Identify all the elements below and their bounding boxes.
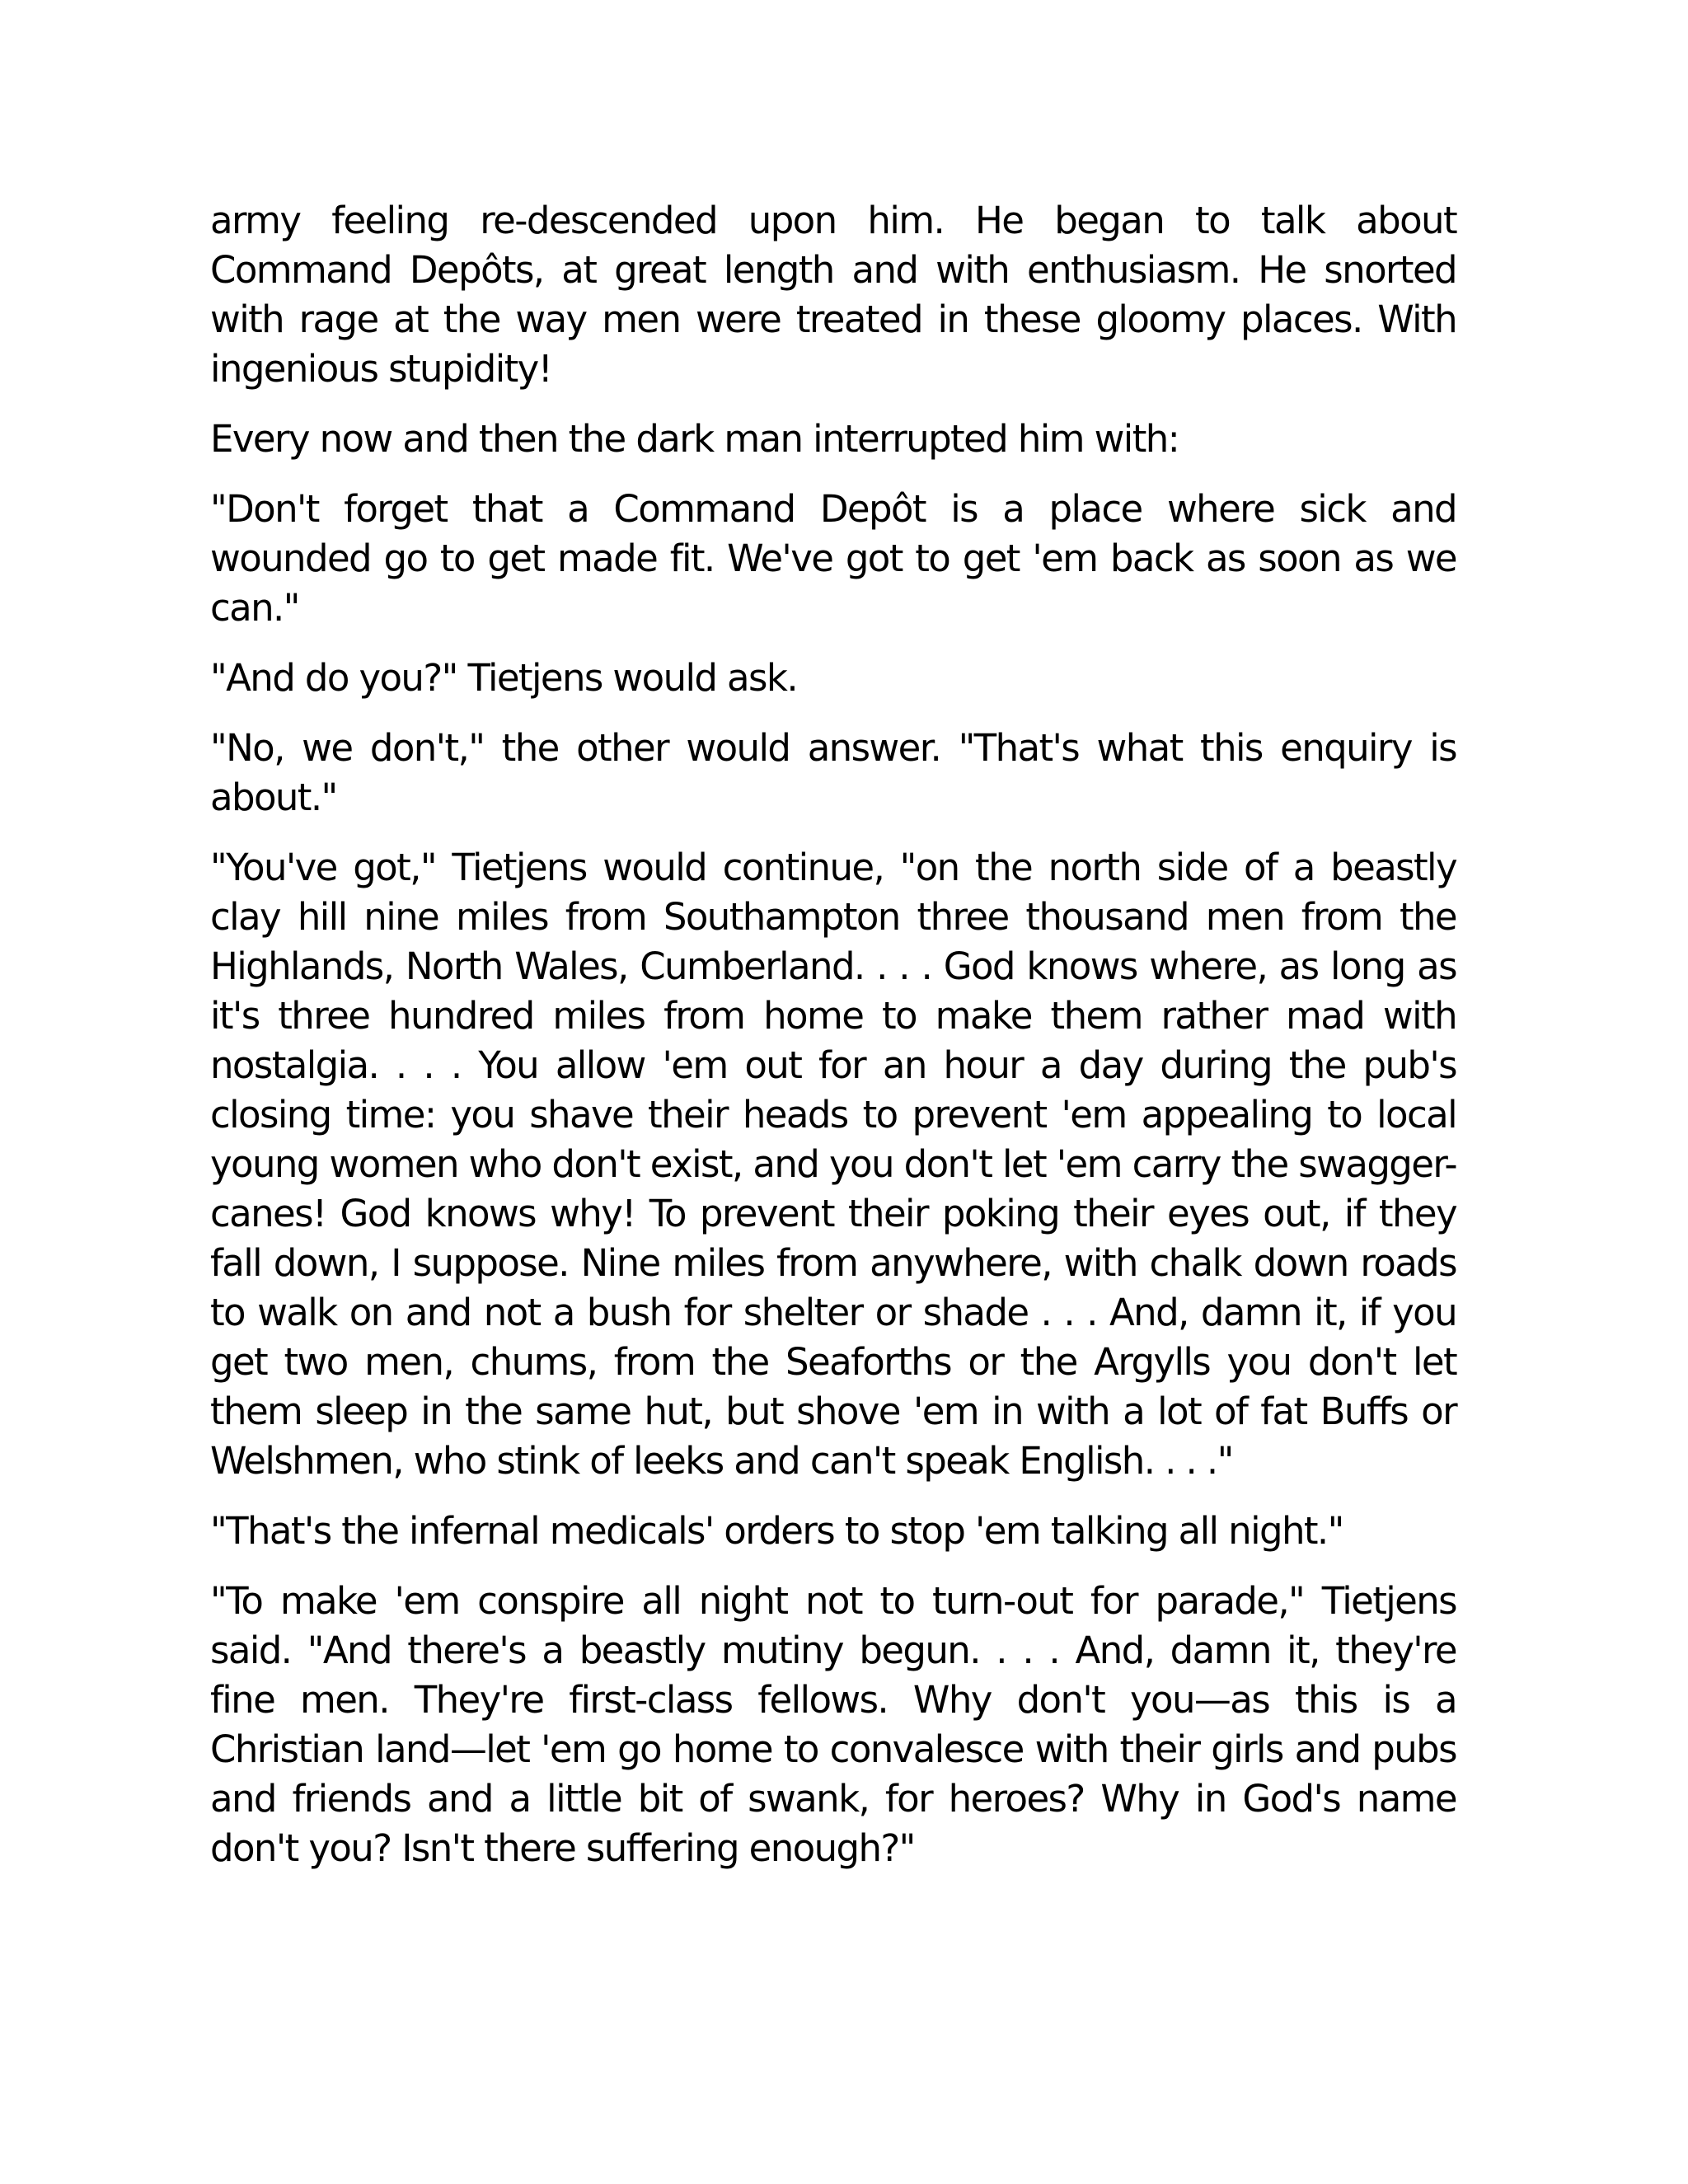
- paragraph-6: "You've got," Tietjens would continue, "on the north side of a beastly clay hill nine miles from Southampton three thousand men from the Highlands, North Wales, Cumberland. . . . God knows where, as long as it's three hundred miles from home to make them rather mad with nostalgia. . . . You allow 'em out for an hour a day during the pub's closing time: you shave their heads to prevent 'em appealing to local young women who don't exist, and you don't let 'em carry the swagger-canes! God knows why! To prevent their poking their eyes out, if they fall down, I suppose. Nine miles from anywhere, with chalk down roads to walk on and not a bush for shelter or shade . . . And, damn it, if you get two men, chums, from the Seaforths or the Argylls you don't let them sleep in the same hut, but shove 'em in with a lot of fat Buffs or Welshmen, who stink of leeks and can't speak English. . . .": [210, 846, 1456, 1483]
- paragraph-4: "And do you?" Tietjens would ask.: [210, 656, 798, 700]
- paragraph-1: army feeling re-descended upon him. He began to talk about Command Depôts, at great length and with enthusiasm. He snorted with rage at the way men were treated in these gloomy places. With ingenious stupidity!: [210, 199, 1456, 391]
- paragraph-2: Every now and then the dark man interrupted him with:: [210, 417, 1179, 461]
- paragraph-7: "That's the infernal medicals' orders to stop 'em talking all night.": [210, 1509, 1343, 1553]
- document-page: [210, 196, 1456, 1894]
- paragraph-3: "Don't forget that a Command Depôt is a place where sick and wounded go to get made fit. We've got to get 'em back as soon as we can.": [210, 487, 1456, 630]
- paragraph-5: "No, we don't," the other would answer. "That's what this enquiry is about.": [210, 726, 1456, 819]
- paragraph-8: "To make 'em conspire all night not to turn-out for parade," Tietjens said. "And there's a beastly mutiny begun. . . . And, damn it, they're fine men. They're first-class fellows. Why don't you—as this is a Christian land—let 'em go home to convalesce with their girls and pubs and friends and a little bit of swank, for heroes? Why in God's name don't you? Isn't there suffering enough?": [210, 1579, 1456, 1870]
